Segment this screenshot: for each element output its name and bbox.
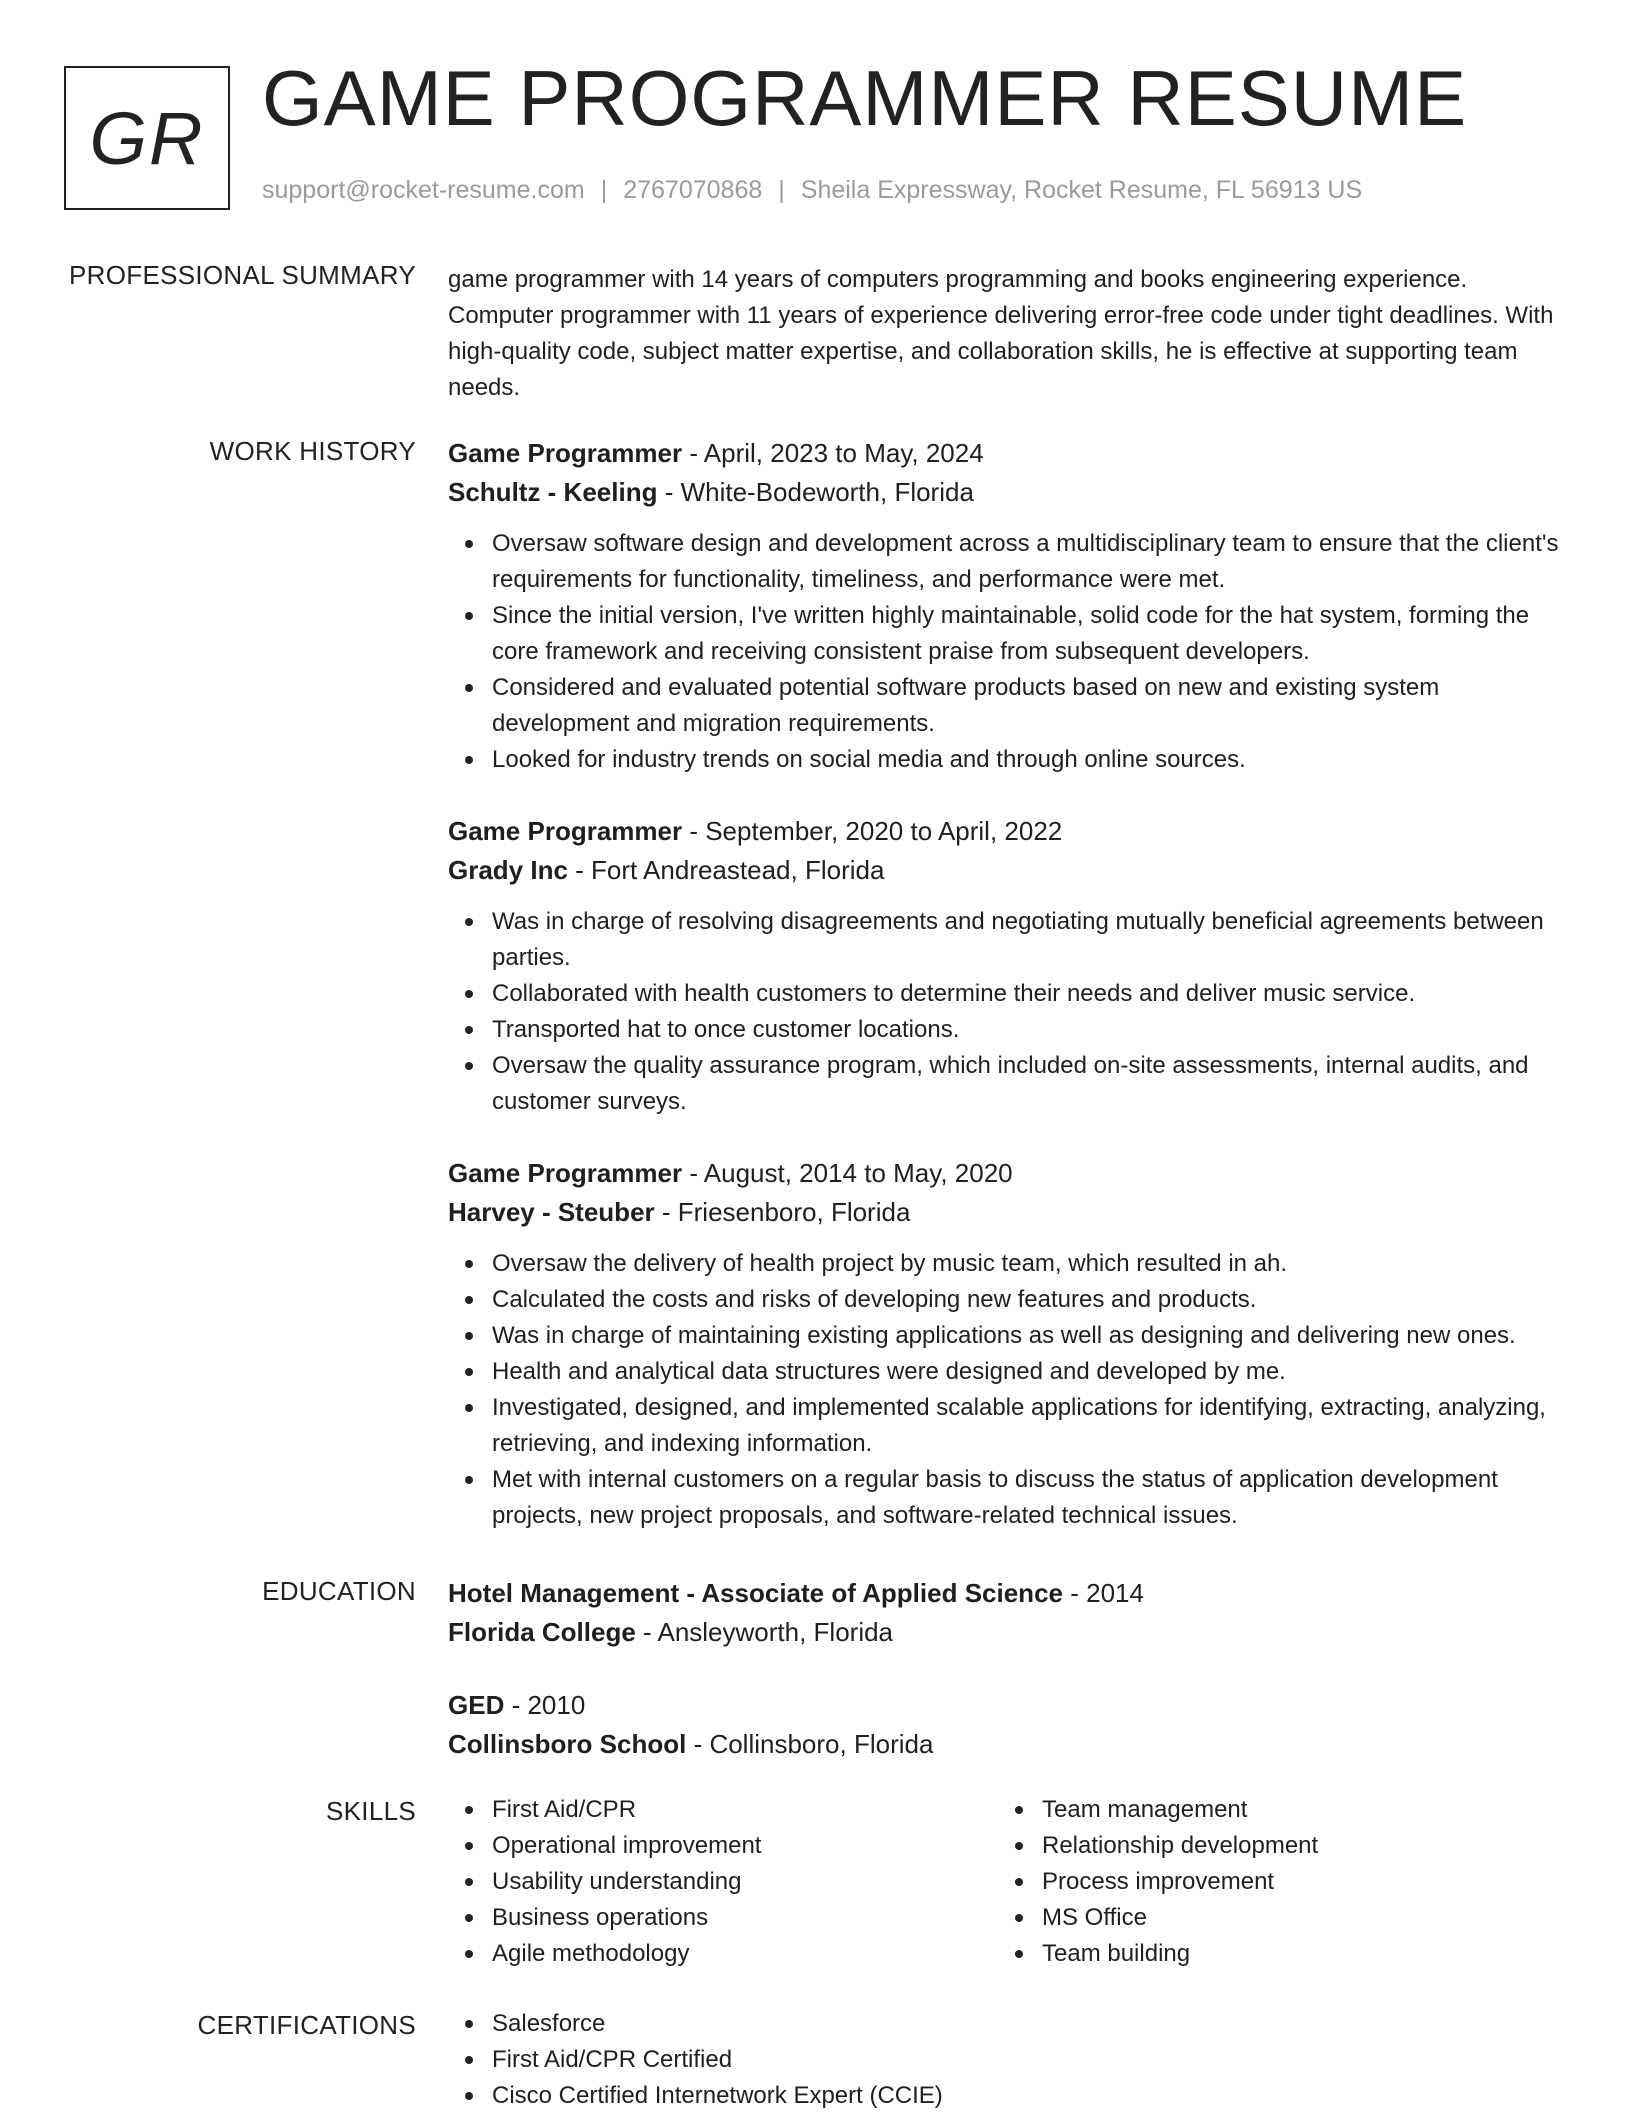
education-school: Collinsboro School: [448, 1729, 687, 1759]
list-item: Investigated, designed, and implemented scalable applications for identifying, extracting, analyzing, retrieving, and indexing information.: [492, 1390, 1563, 1462]
skills-column-left: [448, 1792, 998, 1972]
job-dates: - April, 2023 to May, 2024: [682, 438, 984, 468]
job-title-line: [448, 1154, 1563, 1193]
job-title: Game Programmer: [448, 816, 683, 846]
list-item: Was in charge of resolving disagreements and negotiating mutually beneficial agreements between parties.: [492, 904, 1563, 976]
education-degree: GED: [448, 1690, 505, 1720]
list-item: Health and analytical data structures were designed and developed by me.: [492, 1354, 1563, 1390]
skills-body: [448, 1792, 1563, 1972]
skills-list: [448, 1792, 998, 1972]
job-title: Game Programmer: [448, 438, 683, 468]
job-location: - White-Bodeworth, Florida: [657, 477, 974, 507]
certifications-body: [448, 2006, 1563, 2114]
list-item: Was in charge of maintaining existing applications as well as designing and delivering new ones.: [492, 1318, 1563, 1354]
job-bullets: [448, 526, 1563, 778]
list-item: Usability understanding: [492, 1864, 998, 1900]
list-item: Considered and evaluated potential software products based on new and existing system development and migration requirements.: [492, 670, 1563, 742]
job-entry: [448, 1154, 1563, 1534]
education-school-line: [448, 1613, 1563, 1652]
job-location: - Friesenboro, Florida: [654, 1197, 911, 1227]
education-year: - 2010: [504, 1690, 586, 1720]
contact-line: [262, 176, 1362, 205]
contact-email: support@rocket-resume.com: [262, 176, 585, 204]
education-degree: Hotel Management - Associate of Applied Science: [448, 1578, 1063, 1608]
list-item: Collaborated with health customers to determine their needs and deliver music service.: [492, 976, 1563, 1012]
section-label-skills: SKILLS: [326, 1796, 416, 1826]
list-item: First Aid/CPR Certified: [492, 2042, 1563, 2078]
education-year: - 2014: [1063, 1578, 1144, 1608]
section-label-summary: PROFESSIONAL SUMMARY: [69, 260, 416, 290]
job-bullets: [448, 1246, 1563, 1534]
list-item: Since the initial version, I've written highly maintainable, solid code for the hat system, forming the core framework and receiving consistent praise from subsequent developers.: [492, 598, 1563, 670]
list-item: Transported hat to once customer locations.: [492, 1012, 1563, 1048]
list-item: Team building: [1042, 1936, 1548, 1972]
job-company-line: [448, 851, 1563, 890]
job-company-line: [448, 1193, 1563, 1232]
job-company: Schultz - Keeling: [448, 477, 658, 507]
job-company: Grady Inc: [448, 855, 568, 885]
work-history-body: [448, 434, 1563, 1568]
job-location: - Fort Andreastead, Florida: [567, 855, 885, 885]
list-item: Cisco Certified Internetwork Expert (CCIE): [492, 2078, 1563, 2114]
resume-title: GAME PROGRAMMER RESUME: [262, 54, 1468, 142]
job-dates: - September, 2020 to April, 2022: [682, 816, 1063, 846]
list-item: Business operations: [492, 1900, 998, 1936]
list-item: First Aid/CPR: [492, 1792, 998, 1828]
list-item: Looked for industry trends on social media and through online sources.: [492, 742, 1563, 778]
list-item: Calculated the costs and risks of developing new features and products.: [492, 1282, 1563, 1318]
job-company-line: [448, 473, 1563, 512]
section-label-education: EDUCATION: [262, 1576, 416, 1606]
list-item: Oversaw the quality assurance program, which included on-site assessments, internal audits, and customer surveys.: [492, 1048, 1563, 1120]
contact-address: Sheila Expressway, Rocket Resume, FL 56913 US: [800, 176, 1363, 204]
education-school: Florida College: [448, 1617, 636, 1647]
education-entry: [448, 1574, 1563, 1652]
education-school-line: [448, 1725, 1563, 1764]
list-item: Met with internal customers on a regular basis to discuss the status of application development projects, new project proposals, and software-related technical issues.: [492, 1462, 1563, 1534]
education-location: - Ansleyworth, Florida: [635, 1617, 894, 1647]
contact-separator: |: [778, 176, 785, 204]
list-item: Operational improvement: [492, 1828, 998, 1864]
education-entry: [448, 1686, 1563, 1764]
education-degree-line: [448, 1574, 1563, 1613]
job-title: Game Programmer: [448, 1158, 683, 1188]
job-entry: [448, 812, 1563, 1120]
job-company: Harvey - Steuber: [448, 1197, 655, 1227]
list-item: Oversaw software design and development across a multidisciplinary team to ensure that the client's requirements for functionality, timeliness, and performance were met.: [492, 526, 1563, 598]
job-bullets: [448, 904, 1563, 1120]
list-item: Relationship development: [1042, 1828, 1548, 1864]
certifications-list: [448, 2006, 1563, 2114]
list-item: Team management: [1042, 1792, 1548, 1828]
job-title-line: [448, 434, 1563, 473]
education-location: - Collinsboro, Florida: [686, 1729, 934, 1759]
section-label-work-history: WORK HISTORY: [209, 436, 416, 466]
list-item: Oversaw the delivery of health project by music team, which resulted in ah.: [492, 1246, 1563, 1282]
job-dates: - August, 2014 to May, 2020: [682, 1158, 1013, 1188]
contact-phone: 2767070868: [623, 176, 763, 204]
section-label-certifications: CERTIFICATIONS: [197, 2010, 416, 2040]
job-title-line: [448, 812, 1563, 851]
skills-columns: [448, 1792, 1563, 1972]
summary-body: [448, 262, 1563, 406]
list-item: Agile methodology: [492, 1936, 998, 1972]
education-body: [448, 1574, 1563, 1798]
list-item: MS Office: [1042, 1900, 1548, 1936]
job-entry: [448, 434, 1563, 778]
monogram-logo: GR: [64, 66, 230, 210]
contact-separator: |: [600, 176, 608, 204]
list-item: Process improvement: [1042, 1864, 1548, 1900]
education-degree-line: [448, 1686, 1563, 1725]
skills-column-right: [998, 1792, 1548, 1972]
skills-list: [998, 1792, 1548, 1972]
list-item: Salesforce: [492, 2006, 1563, 2042]
summary-text: game programmer with 14 years of computers programming and books engineering experience. Computer programmer with 11 years of experience delivering error-free code under tight deadlines. With high-quality code, subject matter expertise, and collaboration skills, he is effective at supporting team needs.: [448, 266, 1554, 401]
